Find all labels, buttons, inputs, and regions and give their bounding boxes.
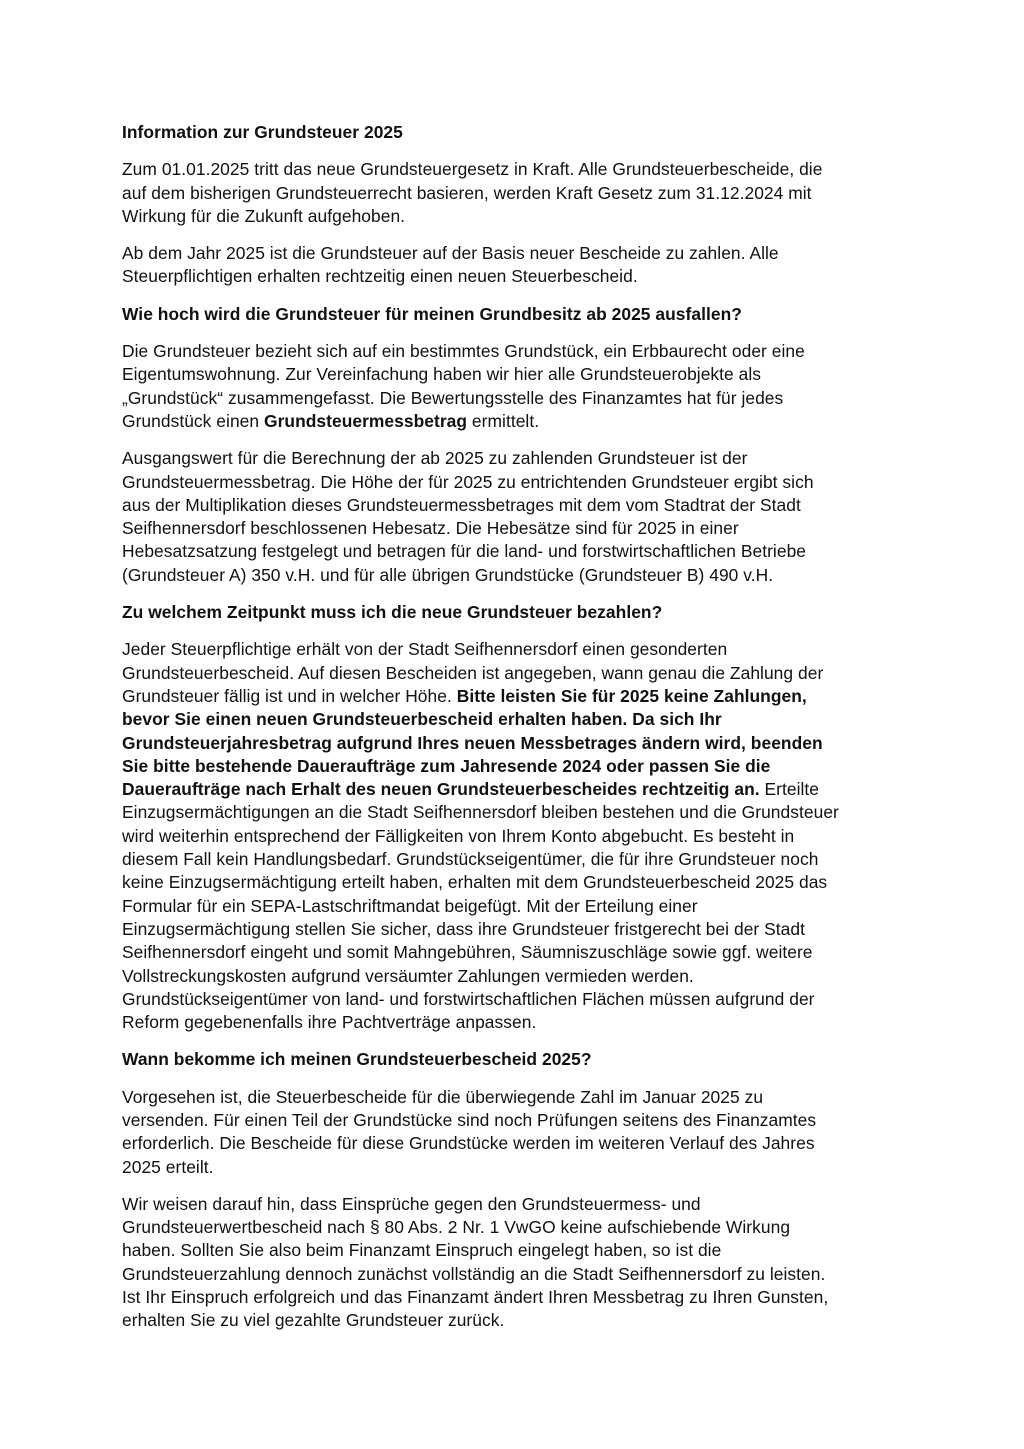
text-run: Grundsteuer fällig ist und in welcher Höhe. — [122, 685, 457, 706]
text-line: erforderlich. Die Bescheide für diese Grundstücke werden im weiteren Verlauf des Jahres — [122, 1133, 815, 1154]
text-line: aus der Multiplikation dieses Grundsteuermessbetrages mit dem vom Stadtrat der Stadt — [122, 494, 801, 515]
text-line: Ausgangswert für die Berechnung der ab 2025 zu zahlenden Grundsteuer ist der — [122, 448, 748, 469]
text-line: keine Einzugsermächtigung erteilt haben, erhalten mit dem Grundsteuerbescheid 2025 das — [122, 872, 828, 893]
bold-notice: Bitte leisten Sie für 2025 keine Zahlungen, — [456, 685, 807, 706]
text-line: Die Grundsteuer bezieht sich auf ein bestimmtes Grundstück, ein Erbbaurecht oder eine — [122, 341, 805, 362]
text-line: versenden. Für einen Teil der Grundstücke sind noch Prüfungen seitens des Finanzamtes — [122, 1109, 817, 1130]
text-line: Zum 01.01.2025 tritt das neue Grundsteuergesetz in Kraft. Alle Grundsteuerbescheide, die — [122, 159, 823, 180]
text-line: Hebesatzsatzung festgelegt und betragen für die land- und forstwirtschaftlichen Betriebe — [122, 541, 807, 562]
text-run: Grundstück einen — [122, 410, 264, 431]
payment-paragraph — [122, 638, 912, 1034]
text-line: diesem Fall kein Handlungsbedarf. Grundstückseigentümer, die für ihre Grundsteuer noch — [122, 849, 819, 870]
text-line: erhalten Sie zu viel gezahlte Grundsteuer zurück. — [122, 1310, 505, 1331]
text-line: Grundstückseigentümer von land- und forstwirtschaftlichen Flächen müssen aufgrund der — [122, 988, 815, 1009]
text-line — [122, 410, 912, 433]
notice-date-paragraph-2 — [122, 1193, 912, 1333]
text-line: Vollstreckungskosten aufgrund versäumter Zahlungen vermieden werden. — [122, 965, 694, 986]
text-line: Formular für ein SEPA-Lastschriftmandat beigefügt. Mit der Erteilung einer — [122, 895, 698, 916]
text-line: (Grundsteuer A) 350 v.H. und für alle übrigen Grundstücke (Grundsteuer B) 490 v.H. — [122, 564, 774, 585]
bold-notice: Daueraufträge nach Erhalt des neuen Grundsteuerbescheides rechtzeitig an. — [122, 779, 760, 800]
text-line — [122, 778, 912, 801]
text-run: ermittelt. — [467, 410, 540, 431]
amount-paragraph-1 — [122, 340, 912, 433]
text-line: Jeder Steuerpflichtige erhält von der Stadt Seifhennersdorf einen gesonderten — [122, 639, 728, 660]
text-line: Seifhennersdorf beschlossenen Hebesatz. Die Hebesätze sind für 2025 in einer — [122, 518, 739, 539]
bold-notice: Sie bitte bestehende Daueraufträge zum Jahresende 2024 oder passen Sie die — [122, 755, 771, 776]
text-line: Wirkung für die Zukunft aufgehoben. — [122, 205, 406, 226]
text-line: Steuerpflichtigen erhalten rechtzeitig einen neuen Steuerbescheid. — [122, 266, 638, 287]
text-line: Wir weisen darauf hin, dass Einsprüche gegen den Grundsteuermess- und — [122, 1193, 701, 1214]
text-line — [122, 685, 912, 708]
text-line: Einzugsermächtigungen an die Stadt Seifhennersdorf bleiben bestehen und die Grundsteuer — [122, 802, 839, 823]
text-line: Grundsteuerzahlung dennoch zunächst vollständig an die Stadt Seifhennersdorf zu leisten. — [122, 1263, 826, 1284]
intro-paragraph-2 — [122, 242, 912, 289]
section-heading-payment-time: Zu welchem Zeitpunkt muss ich die neue Grundsteuer bezahlen? — [122, 602, 663, 623]
text-line — [122, 708, 912, 731]
section-heading-amount: Wie hoch wird die Grundsteuer für meinen Grundbesitz ab 2025 ausfallen? — [122, 303, 742, 324]
text-line: Vorgesehen ist, die Steuerbescheide für die überwiegende Zahl im Januar 2025 zu — [122, 1086, 764, 1107]
notice-date-paragraph-1 — [122, 1086, 912, 1179]
document-title: Information zur Grundsteuer 2025 — [122, 122, 403, 142]
section-heading-notice-date: Wann bekomme ich meinen Grundsteuerbescheid 2025? — [122, 1049, 592, 1070]
text-line: Einzugsermächtigung stellen Sie sicher, dass ihre Grundsteuer fristgerecht bei der Stadt — [122, 918, 805, 939]
text-line: Grundsteuerbescheid. Auf diesen Bescheiden ist angegeben, wann genau die Zahlung der — [122, 662, 824, 683]
text-line — [122, 755, 912, 778]
bold-notice: Grundsteuerjahresbetrag aufgrund Ihres neuen Messbetrages ändern wird, beenden — [122, 732, 823, 753]
bold-notice: bevor Sie einen neuen Grundsteuerbescheid erhalten haben. Da sich Ihr — [122, 709, 722, 730]
text-line: Grundsteuerwertbescheid nach § 80 Abs. 2 Nr. 1 VwGO keine aufschiebende Wirkung — [122, 1217, 791, 1238]
text-line — [122, 732, 912, 755]
text-line: Eigentumswohnung. Zur Vereinfachung haben wir hier alle Grundsteuerobjekte als — [122, 364, 762, 385]
bold-term: Grundsteuermessbetrag — [264, 410, 468, 431]
text-line: 2025 erteilt. — [122, 1156, 214, 1177]
text-line: auf dem bisherigen Grundsteuerrecht basieren, werden Kraft Gesetz zum 31.12.2024 mit — [122, 182, 812, 203]
text-line: Reform gegebenenfalls ihre Pachtverträge anpassen. — [122, 1012, 537, 1033]
document-page — [122, 121, 912, 1333]
amount-paragraph-2 — [122, 447, 912, 587]
text-line: „Grundstück“ zusammengefasst. Die Bewertungsstelle des Finanzamtes hat für jedes — [122, 387, 784, 408]
text-line: Seifhennersdorf eingeht und somit Mahngebühren, Säumniszuschläge sowie ggf. weitere — [122, 942, 813, 963]
text-line: Ist Ihr Einspruch erfolgreich und das Finanzamt ändert Ihren Messbetrag zu Ihren Gunsten, — [122, 1287, 829, 1308]
text-line: wird weiterhin entsprechend der Fälligkeiten von Ihrem Konto abgebucht. Es besteht in — [122, 825, 795, 846]
text-line: Grundsteuermessbetrag. Die Höhe der für 2025 zu entrichtenden Grundsteuer ergibt sich — [122, 471, 814, 492]
text-line: Ab dem Jahr 2025 ist die Grundsteuer auf der Basis neuer Bescheide zu zahlen. Alle — [122, 243, 779, 264]
intro-paragraph-1 — [122, 158, 912, 228]
text-line: haben. Sollten Sie also beim Finanzamt Einspruch eingelegt haben, so ist die — [122, 1240, 722, 1261]
text-run: Erteilte — [759, 779, 820, 800]
